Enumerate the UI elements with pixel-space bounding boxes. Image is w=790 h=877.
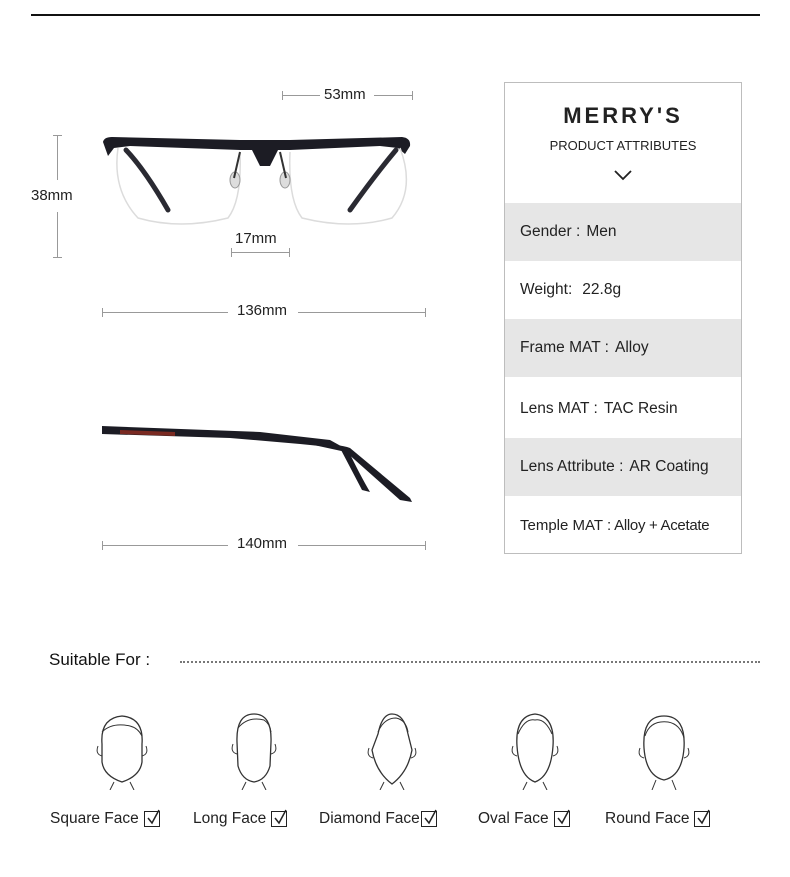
lens-height-tick-bottom	[53, 257, 62, 258]
temple-length-label: 140mm	[237, 535, 288, 552]
attribute-row-frame-mat	[505, 319, 741, 377]
glasses-front-image	[100, 130, 430, 230]
product-attributes-panel	[504, 82, 742, 554]
attribute-row-lens-mat	[505, 380, 741, 438]
attribute-value: 22.8g	[582, 281, 622, 298]
frame-width-line-left	[102, 312, 228, 313]
brand-logo: MERRY'S	[563, 103, 683, 128]
checkbox-checked-icon	[144, 811, 160, 827]
oval-face-icon	[505, 710, 565, 790]
lens-width-label: 53mm	[324, 86, 366, 103]
face-label-diamond	[319, 810, 437, 828]
lens-height-line-bottom	[57, 212, 58, 258]
face-label-text: Round Face	[605, 810, 690, 827]
lens-width-tick-left	[282, 91, 283, 100]
face-label-oval	[478, 810, 570, 828]
attribute-label: Lens Attribute :	[520, 458, 624, 475]
checkbox-checked-icon	[694, 811, 710, 827]
long-face-icon	[224, 710, 284, 790]
square-face-icon	[92, 710, 152, 790]
attribute-label: Frame MAT :	[520, 339, 609, 356]
attribute-label: Temple MAT :	[520, 516, 612, 534]
attribute-label: Lens MAT :	[520, 400, 598, 417]
chevron-down-icon	[613, 168, 633, 182]
lens-width-tick-right	[412, 91, 413, 100]
checkbox-checked-icon	[554, 811, 570, 827]
dotted-divider	[180, 661, 760, 663]
frame-width-line-right	[298, 312, 425, 313]
face-label-text: Oval Face	[478, 810, 549, 827]
face-label-long	[193, 810, 287, 828]
attribute-value: TAC Resin	[603, 400, 678, 417]
face-label-square	[50, 810, 160, 828]
face-label-text: Long Face	[193, 810, 267, 827]
diamond-face-icon	[362, 710, 422, 790]
lens-height-tick-top	[53, 135, 62, 136]
attribute-value: AR Coating	[629, 458, 709, 475]
temple-length-tick-right	[425, 541, 426, 550]
attribute-row-temple-mat	[505, 496, 741, 554]
face-label-round	[605, 810, 710, 828]
top-divider	[31, 14, 760, 16]
frame-width-tick-right	[425, 308, 426, 317]
attribute-row-weight	[505, 261, 741, 319]
bridge-label: 17mm	[235, 230, 277, 247]
lens-height-label: 38mm	[31, 187, 73, 204]
face-label-text: Diamond Face	[319, 810, 420, 827]
frame-width-label: 136mm	[237, 302, 288, 319]
attribute-label: Weight:	[520, 281, 573, 298]
lens-height-line-top	[57, 135, 58, 180]
attribute-label: Gender :	[520, 223, 581, 240]
temple-length-line-left	[102, 545, 228, 546]
lens-width-line-left	[282, 95, 320, 96]
panel-subtitle: PRODUCT ATTRIBUTES	[549, 138, 697, 153]
round-face-icon	[634, 710, 694, 790]
glasses-side-image	[100, 420, 420, 510]
attribute-value: Alloy + Acetate	[614, 516, 710, 534]
lens-width-line-right	[374, 95, 412, 96]
attribute-value: Men	[586, 223, 617, 240]
bridge-tick-left	[231, 248, 232, 257]
temple-length-line-right	[298, 545, 425, 546]
attribute-row-lens-attribute	[505, 438, 741, 496]
bridge-tick-right	[289, 248, 290, 257]
suitable-title: Suitable For :	[49, 650, 151, 669]
attribute-row-gender	[505, 203, 741, 261]
bridge-line	[231, 252, 289, 253]
face-label-text: Square Face	[50, 810, 139, 827]
attribute-value: Alloy	[615, 339, 649, 356]
frame-width-tick-left	[102, 308, 103, 317]
checkbox-checked-icon	[421, 811, 437, 827]
checkbox-checked-icon	[271, 811, 287, 827]
temple-length-tick-left	[102, 541, 103, 550]
